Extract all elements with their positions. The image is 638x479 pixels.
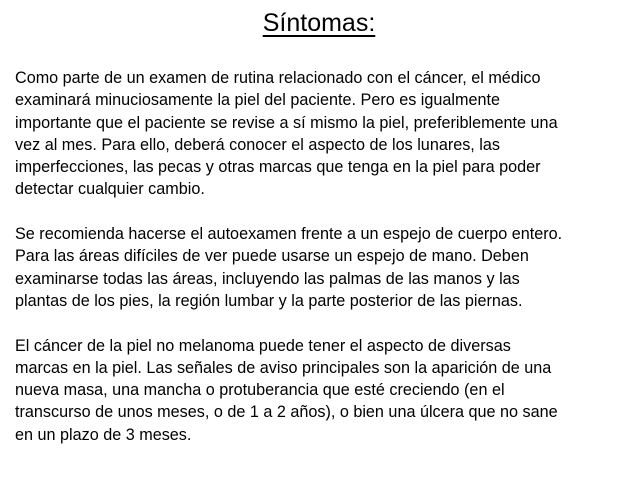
slide-title: Síntomas: xyxy=(262,9,376,37)
slide-body xyxy=(15,67,633,468)
paragraph-warning-signs: El cáncer de la piel no melanoma puede tener el aspecto de diversas marcas en la piel. Las señales de aviso principales son la aparición de una nueva masa, una mancha o protuberancia que esté creciendo (en el transcurso de unos meses, o de 1 a 2 años), o bien una úlcera que no sane en un plazo de 3 meses. xyxy=(15,336,558,444)
paragraph-mirror-exam: Se recomienda hacerse el autoexamen frente a un espejo de cuerpo entero. Para las áreas difíciles de ver puede usarse un espejo de mano. Deben examinarse todas las áreas, incluyendo las palmas de las manos y las plantas de los pies, la región lumbar y la parte posterior de las piernas. xyxy=(15,225,563,310)
paragraph-self-exam-importance: Como parte de un examen de rutina relacionado con el cáncer, el médico examinará minuciosamente la piel del paciente. Pero es igualmente importante que el paciente se revise a sí mismo la piel, preferiblemente una vez al mes. Para ello, deberá conocer el aspecto de los lunares, las imperfecciones, las pecas y otras marcas que tenga en la piel para poder detectar cualquier cambio. xyxy=(15,69,558,199)
